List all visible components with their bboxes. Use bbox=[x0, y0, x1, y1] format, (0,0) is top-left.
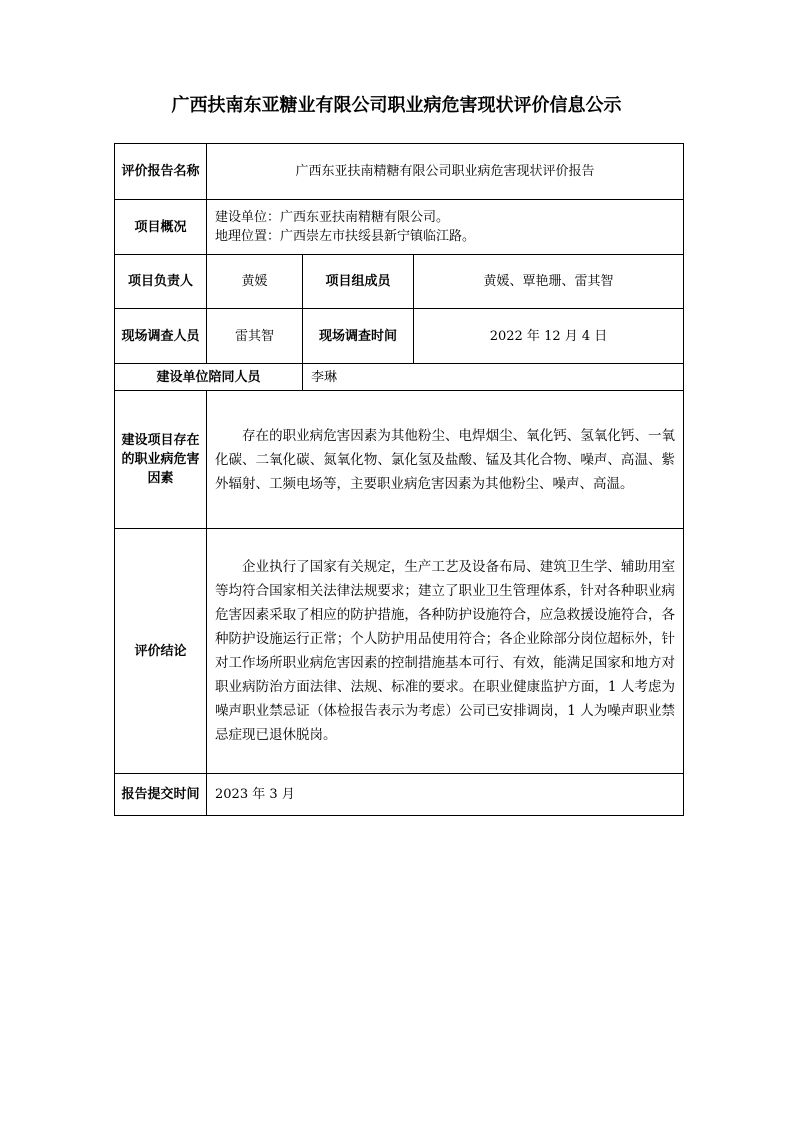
row-submit bbox=[115, 774, 684, 816]
row-escort bbox=[115, 364, 684, 391]
report-name-label: 评价报告名称 bbox=[115, 144, 207, 200]
row-hazards bbox=[115, 391, 684, 529]
overview-value bbox=[207, 200, 684, 255]
survey-time-value: 2022 年 12 月 4 日 bbox=[414, 309, 684, 364]
escort-label: 建设单位陪同人员 bbox=[115, 364, 303, 391]
row-conclusion bbox=[115, 529, 684, 774]
conclusion-value bbox=[207, 529, 684, 774]
submit-value: 2023 年 3 月 bbox=[207, 774, 684, 816]
row-project-lead bbox=[115, 255, 684, 309]
project-lead-label: 项目负责人 bbox=[115, 255, 207, 309]
escort-value: 李琳 bbox=[303, 364, 684, 391]
row-report-name bbox=[115, 144, 684, 200]
project-members-label: 项目组成员 bbox=[303, 255, 414, 309]
survey-time-label: 现场调查时间 bbox=[303, 309, 414, 364]
row-overview bbox=[115, 200, 684, 255]
overview-line-unit: 建设单位：广西东亚扶南精糖有限公司。 bbox=[215, 210, 450, 225]
hazards-value bbox=[207, 391, 684, 529]
overview-line-location: 地理位置：广西崇左市扶绥县新宁镇临江路。 bbox=[215, 229, 476, 244]
hazards-label: 建设项目存在的职业病危害因素 bbox=[115, 391, 207, 529]
submit-label: 报告提交时间 bbox=[115, 774, 207, 816]
survey-staff-value: 雷其智 bbox=[207, 309, 303, 364]
overview-label: 项目概况 bbox=[115, 200, 207, 255]
conclusion-text: 企业执行了国家有关规定，生产工艺及设备布局、建筑卫生学、辅助用室等均符合国家相关法律法规要求；建立了职业卫生管理体系，针对各种职业病危害因素采取了相应的防护措施，各种防护设施符合，应急救援设施符合，各种防护设施运行正常；个人防护用品使用符合；各企业除部分岗位超标外，针对工作场所职业病危害因素的控制措施基本可行、有效，能满足国家和地方对职业病防治方面法律、法规、标准的要求。在职业健康监护方面，1 人考虑为噪声职业禁忌证（体检报告表示为考虑）公司已安排调岗，1 人为噪声职业禁忌症现已退休脱岗。 bbox=[215, 559, 676, 743]
report-name-value: 广西东亚扶南精糖有限公司职业病危害现状评价报告 bbox=[207, 144, 684, 200]
info-table bbox=[114, 143, 684, 816]
project-members-value: 黄媛、覃艳珊、雷其智 bbox=[414, 255, 684, 309]
survey-staff-label: 现场调查人员 bbox=[115, 309, 207, 364]
project-lead-value: 黄媛 bbox=[207, 255, 303, 309]
page-title: 广西扶南东亚糖业有限公司职业病危害现状评价信息公示 bbox=[171, 95, 622, 116]
conclusion-label: 评价结论 bbox=[115, 529, 207, 774]
hazards-text: 存在的职业病危害因素为其他粉尘、电焊烟尘、氧化钙、氢氧化钙、一氧化碳、二氧化碳、氮氧化物、氯化氢及盐酸、锰及其化合物、噪声、高温、紫外辐射、工频电场等，主要职业病危害因素为其他粉尘、噪声、高温。 bbox=[215, 427, 676, 492]
row-survey bbox=[115, 309, 684, 364]
